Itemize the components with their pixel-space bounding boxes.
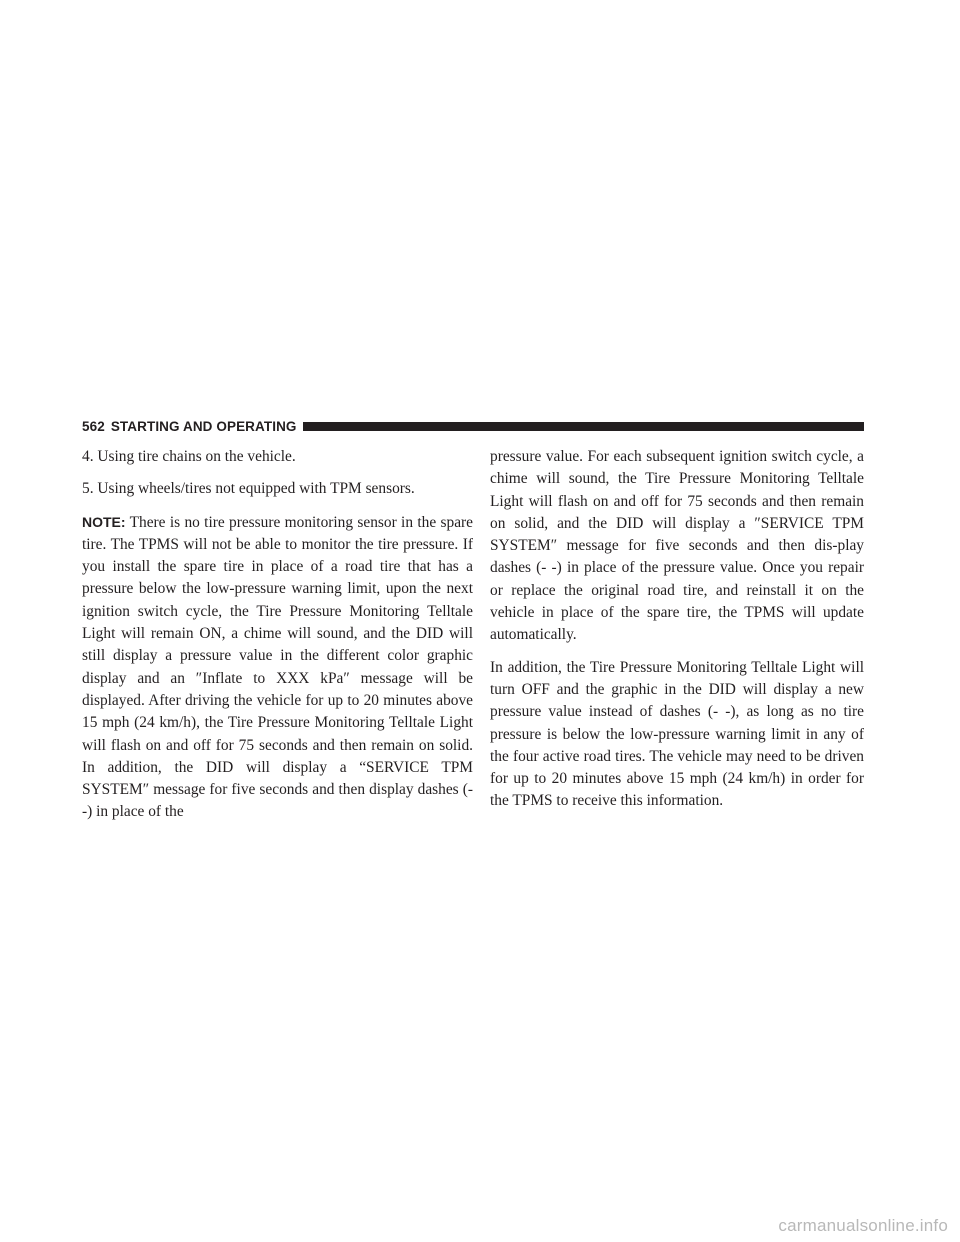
right-column — [490, 446, 864, 813]
paragraph-continued: pressure value. For each subsequent ignition switch cycle, a chime will sound, the Tire Pressure Monitoring Telltale Light will flash on and off for 75 seconds and then remain on solid, and the DID will display a ″SERVICE TPM SYSTEM″ message for five seconds and then dis-play dashes (- -) in place of the pressure value. Once you repair or replace the original road tire, and reinstall it on the vehicle in place of the spare tire, the TPMS will update automatically. — [490, 448, 864, 644]
list-item-4: 4. Using tire chains on the vehicle. — [82, 448, 296, 465]
paragraph-addition: In addition, the Tire Pressure Monitoring Telltale Light will turn OFF and the graphic in the DID will display a new pressure value instead of dashes (- -), as long as no tire pressure is below the low-pressure warning limit in any of the four active road tires. The vehicle may need to be driven for up to 20 minutes above 15 mph (24 km/h) in order for the TPMS to receive this information. — [490, 658, 864, 810]
section-title: STARTING AND OPERATING — [110, 418, 297, 434]
page-number: 562 — [82, 418, 105, 434]
left-column — [82, 446, 473, 824]
list-item-5: 5. Using wheels/tires not equipped with TPM sensors. — [82, 480, 415, 498]
note-paragraph — [82, 511, 473, 824]
header-rule — [303, 422, 864, 431]
site-watermark: carmanualsonline.info — [778, 1216, 948, 1235]
page-header — [82, 418, 864, 434]
note-text: There is no tire pressure monitoring sensor in the spare tire. The TPMS will not be able to monitor the tire pressure. If you install the spare tire in place of a road tire that has a pressure below the low-pressure warning limit, upon the next ignition switch cycle, the Tire Pressure Monitoring Telltale Light will remain ON, a chime will sound, and the DID will still display a pressure value in the different color graphic display and an ″Inflate to XXX kPa″ message will be displayed. After driving the vehicle for up to 20 minutes above 15 mph (24 km/h), the Tire Pressure Monitoring Telltale Light will flash on and off for 75 seconds and then remain on solid. In addition, the DID will display a “SERVICE TPM SYSTEM″ message for five seconds and then display dashes (- -) in place of the — [82, 513, 473, 821]
note-label: NOTE: — [82, 513, 126, 530]
